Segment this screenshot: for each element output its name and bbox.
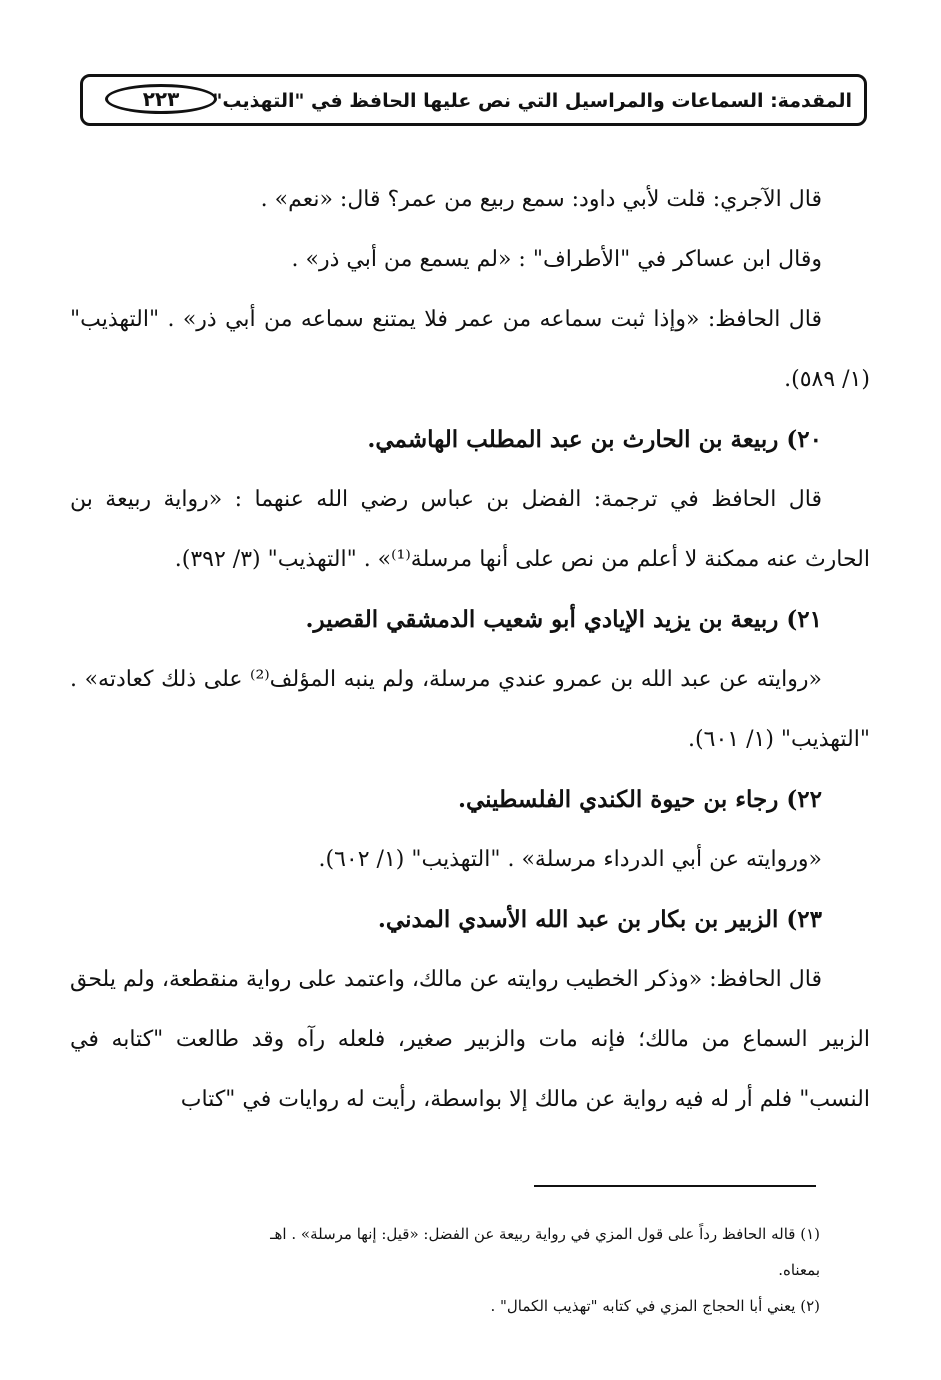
running-header (80, 74, 867, 126)
entry-heading: ٢٢) رجاء بن حيوة الكندي الفلسطيني. (458, 786, 822, 813)
text-paragraph: وقال ابن عساكر في "الأطراف" : «لم يسمع من أبي ذر» . (291, 247, 822, 272)
entry-heading: ٢٠) ربيعة بن الحارث بن عبد المطلب الهاشمي. (367, 426, 822, 453)
entry-heading: ٢١) ربيعة بن يزيد الإيادي أبو شعيب الدمشقي القصير. (305, 606, 822, 633)
main-text (70, 170, 870, 1130)
text-paragraph: قال الحافظ: «وذكر الخطيب روايته عن مالك، واعتمد على رواية منقطعة، ولم يلحق الزبير السماع من مالك؛ فإنه مات والزبير صغير، فلعله رآه وقد طالعت "كتابه في النسب" فلم أر له فيه رواية عن مالك إلا بواسطة، رأيت له روايات في "كتاب (70, 967, 870, 1112)
text-paragraph: «روايته عن عبد الله بن عمرو عندي مرسلة، ولم ينبه المؤلف⁽²⁾ على ذلك كعادته» . "التهذيب" (١/ ٦٠١). (70, 667, 870, 752)
footnotes (240, 1216, 820, 1324)
header-title: المقدمة: السماعات والمراسيل التي نص عليها الحافظ في "التهذيب" (212, 90, 852, 112)
text-paragraph: قال الآجري: قلت لأبي داود: سمع ربيع من عمر؟ قال: «نعم» . (260, 187, 822, 212)
footnote-divider (534, 1185, 816, 1187)
page-number: ٢٢٣ (105, 84, 217, 114)
text-paragraph: «وروايته عن أبي الدرداء مرسلة» . "التهذيب" (١/ ٦٠٢). (318, 847, 822, 872)
footnote: (٢) يعني أبا الحجاج المزي في كتابه "تهذيب الكمال" . (490, 1297, 820, 1315)
text-paragraph: قال الحافظ في ترجمة: الفضل بن عباس رضي الله عنهما : «رواية ربيعة بن الحارث عنه ممكنة لا أعلم من نص على أنها مرسلة⁽¹⁾» . "التهذيب" (٣/ ٣٩٢). (70, 487, 870, 572)
text-paragraph: قال الحافظ: «وإذا ثبت سماعه من عمر فلا يمتنع سماعه من أبي ذر» . "التهذيب" (١/ ٥٨٩). (70, 307, 870, 392)
entry-heading: ٢٣) الزبير بن بكار بن عبد الله الأسدي المدني. (377, 906, 822, 933)
footnote: (١) قاله الحافظ رداً على قول المزي في رواية ربيعة عن الفضل: «قيل: إنها مرسلة» . اهـ بمعناه. (270, 1225, 820, 1279)
